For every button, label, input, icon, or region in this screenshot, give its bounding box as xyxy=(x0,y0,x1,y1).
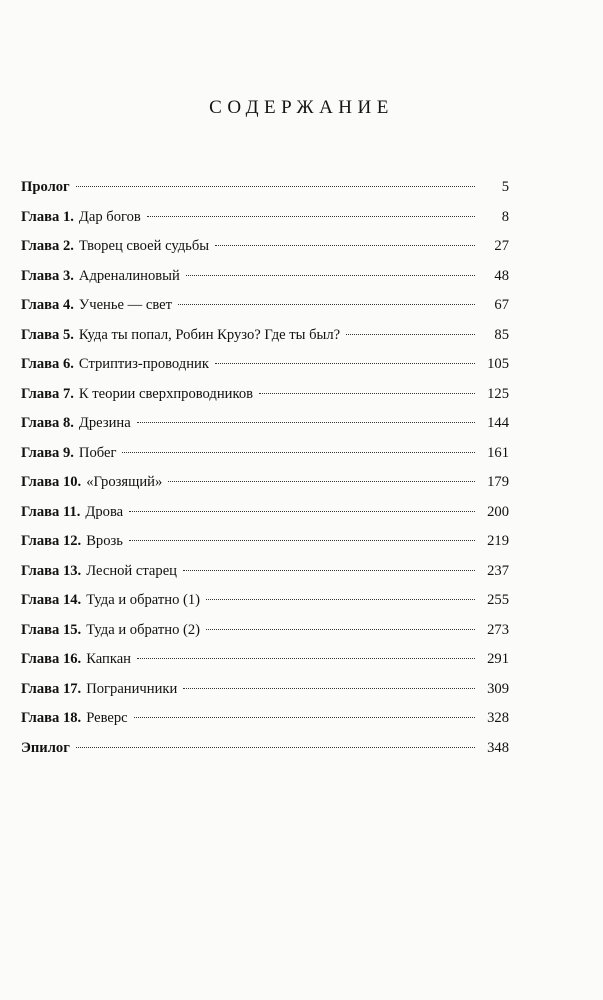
toc-entry-label: Глава 9. xyxy=(21,444,74,461)
toc-entry-name: Врозь xyxy=(86,533,123,549)
toc-entry-name: Дар богов xyxy=(78,208,141,225)
toc-entry-label: Глава 2. xyxy=(21,238,74,254)
toc-entry-page-number: 85 xyxy=(494,326,509,343)
toc-entry-label: Глава 7. xyxy=(21,385,74,402)
toc-entry xyxy=(21,645,509,675)
toc-entry-page-number: 105 xyxy=(487,356,509,372)
dot-leader xyxy=(178,304,475,305)
table-of-contents xyxy=(21,173,509,763)
toc-entry-page-number: 255 xyxy=(487,592,509,608)
dot-leader xyxy=(183,688,475,689)
toc-entry-name: К теории сверхпроводников xyxy=(78,385,254,402)
toc-entry-label: Глава 13. xyxy=(21,562,82,579)
toc-entry-page-number: 125 xyxy=(487,385,509,402)
toc-entry xyxy=(21,321,509,351)
toc-entry-label: Глава 15. xyxy=(21,621,82,638)
toc-entry xyxy=(21,527,509,557)
toc-entry xyxy=(21,468,509,498)
toc-entry-label: Глава 4. xyxy=(21,297,74,313)
toc-entry xyxy=(21,616,509,646)
dot-leader xyxy=(346,334,475,335)
toc-entry-name: Адреналиновый xyxy=(78,267,180,284)
toc-entry xyxy=(21,409,509,439)
dot-leader xyxy=(215,245,475,246)
toc-entry-label: Глава 6. xyxy=(21,356,74,372)
toc-entry-name: Побег xyxy=(78,444,117,461)
toc-entry xyxy=(21,350,509,380)
toc-entry-name: Ученье — свет xyxy=(78,297,173,313)
toc-entry-name: Туда и обратно (1) xyxy=(86,592,201,608)
toc-entry xyxy=(21,675,509,705)
toc-entry-label: Глава 11. xyxy=(21,503,81,520)
toc-entry-label: Глава 18. xyxy=(21,710,82,726)
toc-entry xyxy=(21,734,509,764)
page-title: СОДЕРЖАНИЕ xyxy=(209,97,394,118)
dot-leader xyxy=(137,422,475,423)
dot-leader xyxy=(215,363,475,364)
toc-entry-label: Глава 17. xyxy=(21,680,82,697)
toc-entry-page-number: 67 xyxy=(494,297,509,313)
toc-entry-label: Пролог xyxy=(21,179,70,195)
toc-entry-page-number: 200 xyxy=(487,503,509,520)
toc-entry-label: Глава 3. xyxy=(21,267,74,284)
toc-entry-page-number: 5 xyxy=(501,179,509,195)
toc-entry-page-number: 161 xyxy=(487,444,509,461)
dot-leader xyxy=(122,452,475,453)
toc-entry-label: Глава 8. xyxy=(21,415,74,431)
toc-entry-name: Туда и обратно (2) xyxy=(86,621,201,638)
toc-entry-name: Куда ты попал, Робин Крузо? Где ты был? xyxy=(78,326,341,343)
toc-entry-name: Реверс xyxy=(86,710,128,726)
toc-entry-page-number: 27 xyxy=(494,238,509,254)
toc-entry-page-number: 144 xyxy=(487,415,509,431)
dot-leader xyxy=(129,511,475,512)
toc-entry-name: Капкан xyxy=(86,651,131,667)
toc-entry-page-number: 179 xyxy=(487,474,509,490)
dot-leader xyxy=(186,275,475,276)
toc-entry xyxy=(21,173,509,203)
toc-entry xyxy=(21,232,509,262)
toc-entry xyxy=(21,498,509,528)
toc-entry-page-number: 237 xyxy=(487,562,509,579)
toc-entry xyxy=(21,380,509,410)
toc-entry-page-number: 48 xyxy=(494,267,509,284)
toc-entry-label: Глава 12. xyxy=(21,533,82,549)
toc-entry-page-number: 8 xyxy=(501,208,509,225)
toc-entry xyxy=(21,439,509,469)
dot-leader xyxy=(183,570,475,571)
dot-leader xyxy=(259,393,475,394)
toc-entry-name: Пограничники xyxy=(86,680,178,697)
toc-entry xyxy=(21,586,509,616)
toc-entry-name: Дрезина xyxy=(78,415,131,431)
toc-entry xyxy=(21,557,509,587)
toc-entry-page-number: 309 xyxy=(487,680,509,697)
toc-entry-name: Дрова xyxy=(85,503,124,520)
toc-entry xyxy=(21,704,509,734)
dot-leader xyxy=(134,717,475,718)
toc-entry-label: Глава 10. xyxy=(21,474,82,490)
toc-entry-page-number: 219 xyxy=(487,533,509,549)
dot-leader xyxy=(76,747,475,748)
dot-leader xyxy=(137,658,475,659)
toc-entry-label: Глава 5. xyxy=(21,326,74,343)
toc-entry-name: Лесной старец xyxy=(86,562,177,579)
dot-leader xyxy=(129,540,475,541)
toc-entry-label: Глава 14. xyxy=(21,592,82,608)
dot-leader xyxy=(206,629,475,630)
dot-leader xyxy=(76,186,475,187)
toc-entry xyxy=(21,262,509,292)
toc-entry-label: Глава 1. xyxy=(21,208,74,225)
toc-entry xyxy=(21,203,509,233)
toc-entry-name: Стриптиз-проводник xyxy=(78,356,209,372)
dot-leader xyxy=(206,599,475,600)
toc-entry-page-number: 328 xyxy=(487,710,509,726)
toc-entry-page-number: 273 xyxy=(487,621,509,638)
dot-leader xyxy=(147,216,475,217)
toc-entry-page-number: 348 xyxy=(487,739,509,756)
toc-entry-name: «Грозящий» xyxy=(86,474,163,490)
toc-entry-page-number: 291 xyxy=(487,651,509,667)
toc-entry-label: Глава 16. xyxy=(21,651,82,667)
toc-entry-label: Эпилог xyxy=(21,739,70,756)
toc-entry-name: Творец своей судьбы xyxy=(78,238,210,254)
dot-leader xyxy=(168,481,475,482)
toc-entry xyxy=(21,291,509,321)
